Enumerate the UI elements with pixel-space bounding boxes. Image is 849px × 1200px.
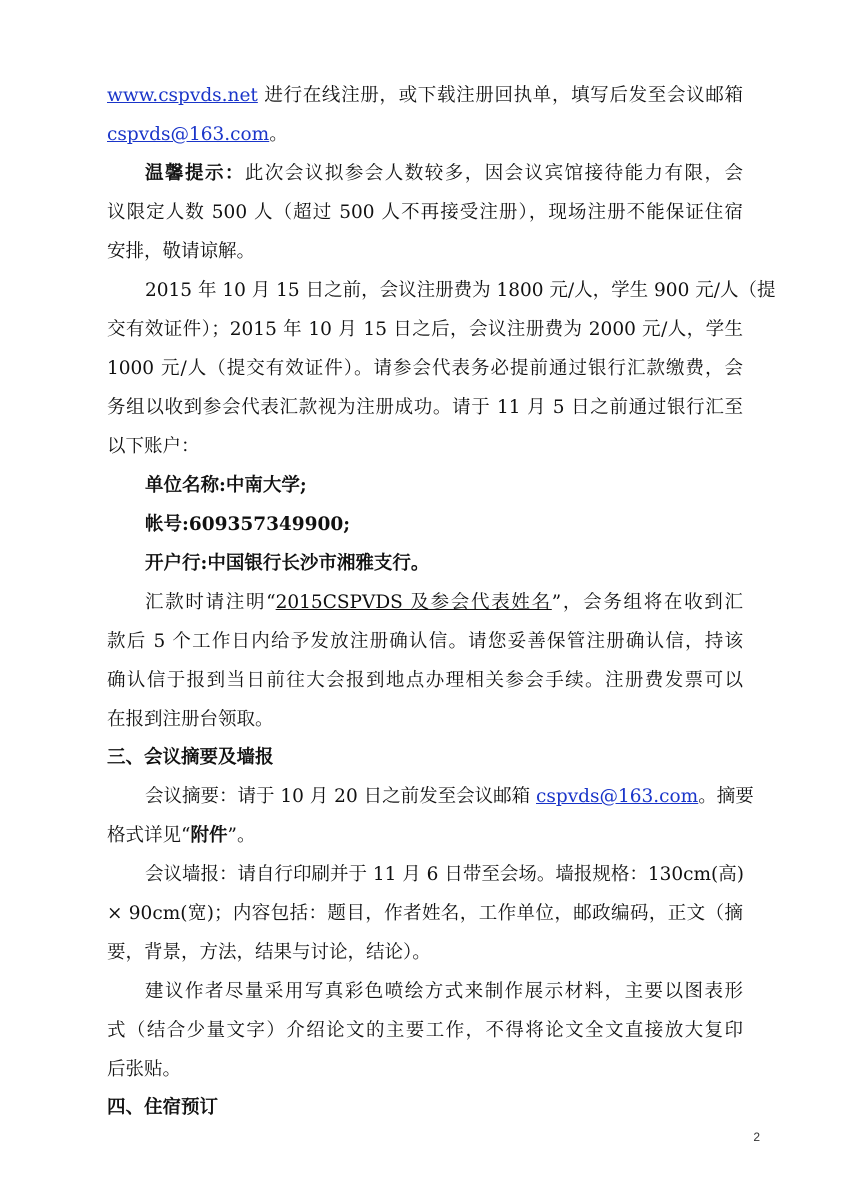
body-line: [107, 76, 743, 116]
text-span: 汇款时请注明“: [145, 592, 276, 613]
body-line: [145, 583, 743, 623]
body-line: 式（结合少量文字）介绍论文的主要工作，不得将论文全文直接放大复印: [107, 1020, 743, 1041]
body-line: [107, 115, 743, 155]
notice-line: [145, 154, 743, 194]
website-link[interactable]: www.cspvds.net: [107, 85, 258, 106]
email-link[interactable]: cspvds@163.com: [536, 786, 699, 807]
text-span: 此次会议拟参会人数较多，因会议宾馆接待能力有限，会: [244, 163, 743, 184]
body-line: 以下账户：: [107, 436, 200, 457]
notice-label: 温馨提示：: [145, 163, 245, 184]
email-link[interactable]: cspvds@163.com: [107, 124, 270, 145]
body-line: 1000 元/人（提交有效证件）。请参会代表务必提前通过银行汇款缴费，会: [107, 358, 743, 379]
body-line: 款后 5 个工作日内给予发放注册确认信。请您妥善保管注册确认信，持该: [107, 631, 743, 652]
account-number: 帐号:609357349900;: [145, 514, 351, 535]
text-span: 。摘要: [698, 786, 754, 807]
body-line: 后张贴。: [107, 1059, 182, 1080]
section-heading-abstract: 三、会议摘要及墙报: [107, 747, 274, 768]
body-line: 2015 年 10 月 15 日之前，会议注册费为 1800 元/人，学生 900 元/人（提: [145, 280, 776, 301]
account-bank: 开户行:中国银行长沙市湘雅支行。: [145, 553, 430, 574]
section-heading-accommodation: 四、住宿预订: [107, 1097, 219, 1118]
body-line: [107, 816, 743, 856]
body-line: [145, 777, 754, 817]
body-line: 交有效证件）；2015 年 10 月 15 日之后，会议注册费为 2000 元/人，学生: [107, 319, 743, 340]
page-number: 2: [753, 1130, 760, 1144]
body-line: × 90cm(宽)；内容包括：题目，作者姓名，工作单位，邮政编码，正文（摘: [107, 903, 743, 924]
body-line: 建议作者尽量采用写真彩色喷绘方式来制作展示材料，主要以图表形: [145, 981, 743, 1002]
text-span: 会议摘要：请于 10 月 20 日之前发至会议邮箱: [145, 786, 536, 807]
text-span: 进行在线注册，或下载注册回执单，填写后发至会议邮箱: [257, 85, 743, 106]
body-line: 务组以收到参会代表汇款视为注册成功。请于 11 月 5 日之前通过银行汇至: [107, 397, 743, 418]
body-line: 会议墙报：请自行印刷并于 11 月 6 日带至会场。墙报规格：130cm(高): [145, 864, 744, 885]
remittance-note: 2015CSPVDS 及参会代表姓名: [275, 592, 552, 613]
account-unit-name: 单位名称:中南大学;: [145, 475, 307, 496]
body-line: 在报到注册台领取。: [107, 709, 274, 730]
body-line: 安排，敬请谅解。: [107, 241, 256, 262]
body-line: 议限定人数 500 人（超过 500 人不再接受注册），现场注册不能保证住宿: [107, 202, 743, 223]
text-span: 。: [269, 124, 288, 145]
attachment-label: 附件: [190, 825, 228, 846]
text-span: 格式详见“: [107, 825, 191, 846]
body-line: 确认信于报到当日前往大会报到地点办理相关参会手续。注册费发票可以: [107, 670, 743, 691]
body-line: 要，背景，方法，结果与讨论，结论）。: [107, 942, 431, 963]
text-span: ”。: [227, 825, 256, 846]
text-span: ”，会务组将在收到汇: [551, 592, 743, 613]
